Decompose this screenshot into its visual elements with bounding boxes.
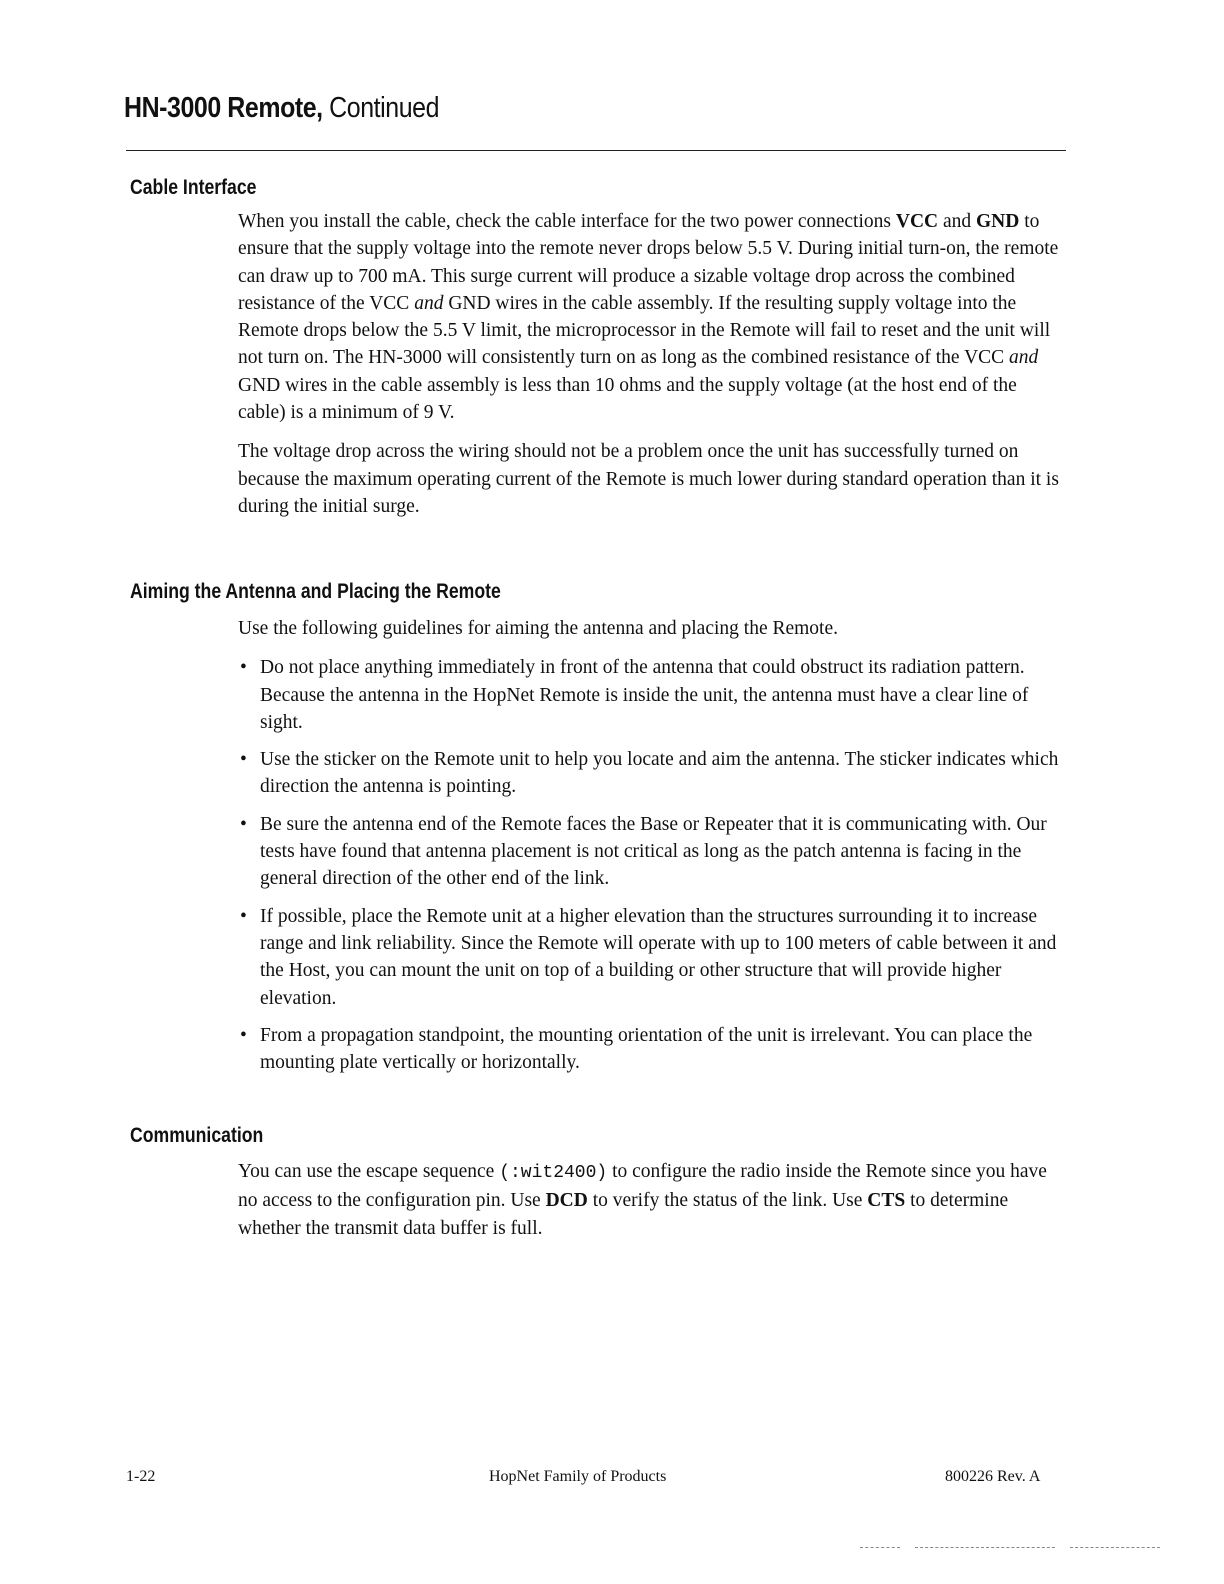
list-item-text: Be sure the antenna end of the Remote faces the Base or Repeater that it is communicating with. Our tests have found that antenna placement is not critical as long as the patch antenna is facing in the general direction of the other end of the link.: [260, 813, 1047, 890]
text-run: to verify the status of the link. Use: [587, 1190, 868, 1212]
heading-aiming-antenna: Aiming the Antenna and Placing the Remote: [130, 580, 501, 603]
footer-product-family: HopNet Family of Products: [489, 1468, 667, 1485]
bullet-icon: •: [240, 813, 247, 835]
list-item: [238, 746, 1068, 801]
bullet-icon: •: [240, 657, 247, 679]
bullet-icon: •: [240, 1024, 247, 1046]
title-divider: [126, 150, 1066, 151]
list-item: [238, 903, 1068, 1012]
vcc-label: VCC: [895, 211, 939, 232]
gnd-label: GND: [976, 211, 1020, 232]
communication-paragraph: [238, 1158, 1068, 1242]
list-item-text: Do not place anything immediately in front of the antenna that could obstruct its radiation pattern. Because the antenna in the HopNet Remote is inside the unit, the antenna must have a clear line of sight.: [260, 657, 1029, 733]
text-run: to configure the radio inside the Remote since you have no access to the configuration pin. Use: [238, 1161, 1047, 1212]
bullet-icon: •: [240, 749, 247, 771]
page-title-continued: Continued: [322, 92, 440, 124]
text-run: and: [938, 211, 977, 232]
scan-artifact: [1070, 1547, 1160, 1548]
text-run: GND wires in the cable assembly. If the resulting supply voltage into the Remote drops below the 5.5 V limit, the microprocessor in the Remote will fail to reset and the unit will not turn on. The HN-3000 will consistently turn on as long as the combined resistance of the VCC: [238, 292, 1051, 369]
dcd-label: DCD: [545, 1190, 588, 1212]
text-run: GND wires in the cable assembly is less than 10 ohms and the supply voltage (at the host end of the cable) is a minimum of 9 V.: [238, 374, 1017, 424]
emphasis-and: and: [1009, 347, 1039, 369]
text-run: to determine whether the transmit data buffer is full.: [238, 1190, 1009, 1239]
heading-cable-interface: Cable Interface: [130, 176, 257, 199]
emphasis-and: and: [414, 292, 444, 314]
escape-sequence-code: (:wit2400): [499, 1163, 608, 1183]
list-item: [238, 654, 1068, 736]
text-run: When you install the cable, check the cable interface for the two power connections: [238, 211, 896, 232]
bullet-icon: •: [240, 905, 247, 927]
aiming-guidelines-list: [238, 654, 1068, 1076]
footer-page-number: 1-22: [126, 1468, 156, 1485]
cable-interface-paragraph-1: [238, 208, 1068, 426]
list-item-text: If possible, place the Remote unit at a higher elevation than the structures surrounding it to increase range and link reliability. Since the Remote will operate with up to 100 meters of cable between it and the Host, you can mount the unit on top of a building or other structure that will provide higher elevation.: [260, 905, 1057, 1009]
aiming-intro: Use the following guidelines for aiming the antenna and placing the Remote.: [238, 618, 839, 639]
scan-artifact: [860, 1547, 900, 1548]
list-item-text: Use the sticker on the Remote unit to help you locate and aim the antenna. The sticker indicates which direction the antenna is pointing.: [260, 749, 1059, 798]
heading-communication: Communication: [130, 1124, 264, 1147]
page-title: [124, 92, 439, 125]
aiming-body: [238, 615, 1068, 1086]
footer-doc-revision: 800226 Rev. A: [945, 1468, 1041, 1485]
text-run: You can use the escape sequence: [238, 1161, 500, 1182]
cts-label: CTS: [867, 1190, 906, 1212]
cable-interface-body: [238, 208, 1068, 532]
page-title-main: HN-3000 Remote,: [124, 92, 323, 124]
text-run: to ensure that the supply voltage into the remote never drops below 5.5 V. During initial turn-on, the remote can draw up to 700 mA. This surge current will produce a sizable voltage drop across the combined resistance of the VCC: [238, 211, 1059, 314]
cable-interface-paragraph-2: The voltage drop across the wiring should not be a problem once the unit has successfully turned on because the maximum operating current of the Remote is much lower during standard operation than it is during the initial surge.: [238, 441, 1059, 517]
list-item: [238, 1022, 1068, 1077]
list-item: [238, 811, 1068, 893]
list-item-text: From a propagation standpoint, the mounting orientation of the unit is irrelevant. You can place the mounting plate vertically or horizontally.: [260, 1024, 1033, 1074]
scan-artifact: [915, 1547, 1055, 1548]
communication-body: [238, 1158, 1068, 1254]
